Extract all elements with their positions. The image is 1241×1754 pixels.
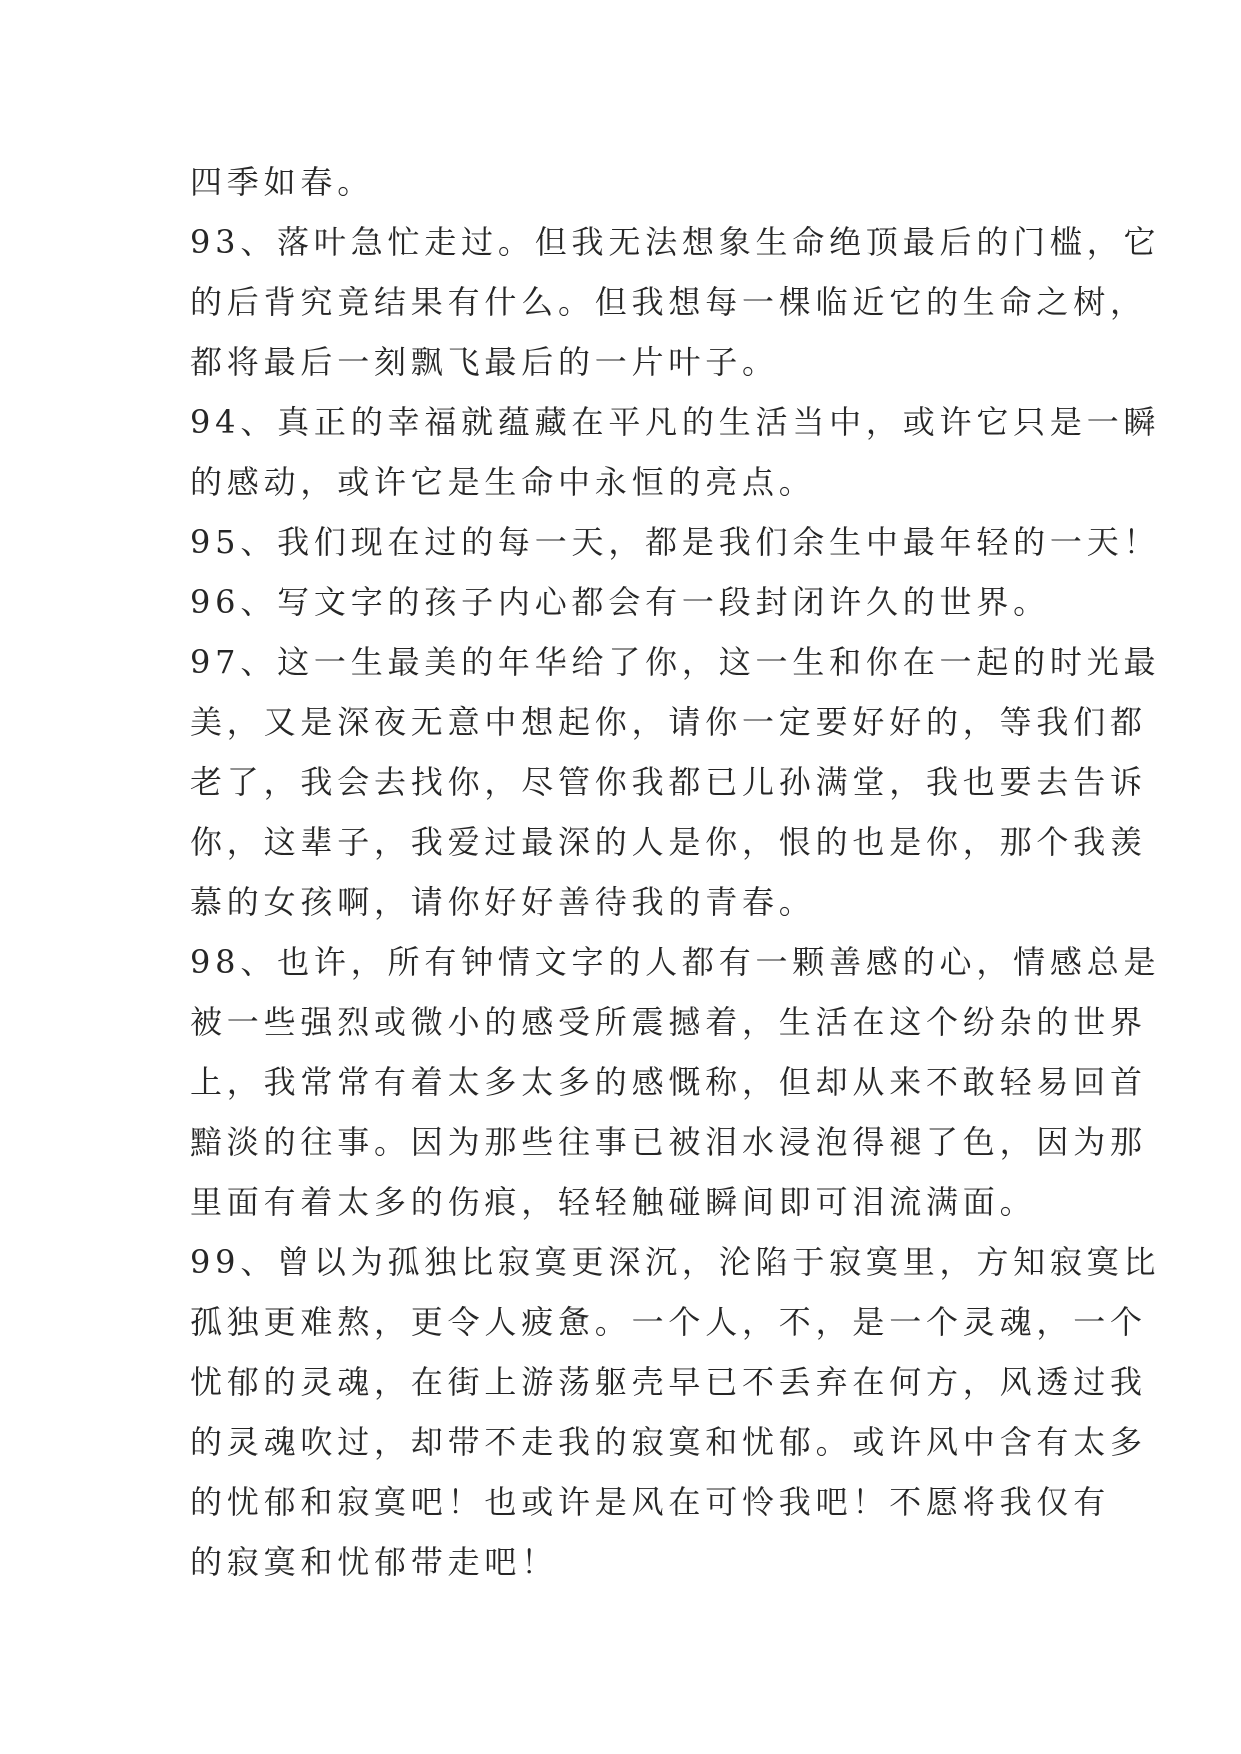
- text-line: 94、真正的幸福就蕴藏在平凡的生活当中，或许它只是一瞬: [190, 403, 1161, 441]
- text-line: 你，这辈子，我爱过最深的人是你，恨的也是你，那个我羡: [190, 823, 1147, 861]
- text-line: 四季如春。: [190, 163, 375, 201]
- text-line: 慕的女孩啊，请你好好善待我的青春。: [190, 883, 816, 921]
- text-line: 上，我常常有着太多太多的感慨称，但却从来不敢轻易回首: [190, 1063, 1147, 1101]
- body-text: [190, 152, 1161, 1592]
- text-line: 美，又是深夜无意中想起你，请你一定要好好的，等我们都: [190, 703, 1147, 741]
- text-line: 的感动，或许它是生命中永恒的亮点。: [190, 463, 816, 501]
- text-line: 的寂寞和忧郁带走吧！: [190, 1543, 559, 1581]
- text-line: 被一些强烈或微小的感受所震撼着，生活在这个纷杂的世界: [190, 1003, 1147, 1041]
- text-line: 96、写文字的孩子内心都会有一段封闭许久的世界。: [190, 583, 1050, 621]
- text-line: 97、这一生最美的年华给了你，这一生和你在一起的时光最: [190, 643, 1161, 681]
- text-line: 黯淡的往事。因为那些往事已被泪水浸泡得褪了色，因为那: [190, 1123, 1147, 1161]
- text-line: 99、曾以为孤独比寂寞更深沉，沦陷于寂寞里，方知寂寞比: [190, 1243, 1161, 1281]
- text-line: 的忧郁和寂寞吧！也或许是风在可怜我吧！不愿将我仅有: [190, 1483, 1111, 1521]
- text-line: 都将最后一刻飘飞最后的一片叶子。: [190, 343, 779, 381]
- text-line: 的灵魂吹过，却带不走我的寂寞和忧郁。或许风中含有太多: [190, 1423, 1147, 1461]
- text-line: 93、落叶急忙走过。但我无法想象生命绝顶最后的门槛，它: [190, 223, 1161, 261]
- text-line: 孤独更难熬，更令人疲惫。一个人，不，是一个灵魂，一个: [190, 1303, 1147, 1341]
- text-line: 98、也许，所有钟情文字的人都有一颗善感的心，情感总是: [190, 943, 1161, 981]
- text-line: 忧郁的灵魂，在街上游荡躯壳早已不丢弃在何方，风透过我: [190, 1363, 1147, 1401]
- text-line: 的后背究竟结果有什么。但我想每一棵临近它的生命之树，: [190, 283, 1147, 321]
- text-line: 95、我们现在过的每一天，都是我们余生中最年轻的一天！: [190, 523, 1161, 561]
- text-line: 老了，我会去找你，尽管你我都已儿孙满堂，我也要去告诉: [190, 763, 1147, 801]
- text-line: 里面有着太多的伤痕，轻轻触碰瞬间即可泪流满面。: [190, 1183, 1037, 1221]
